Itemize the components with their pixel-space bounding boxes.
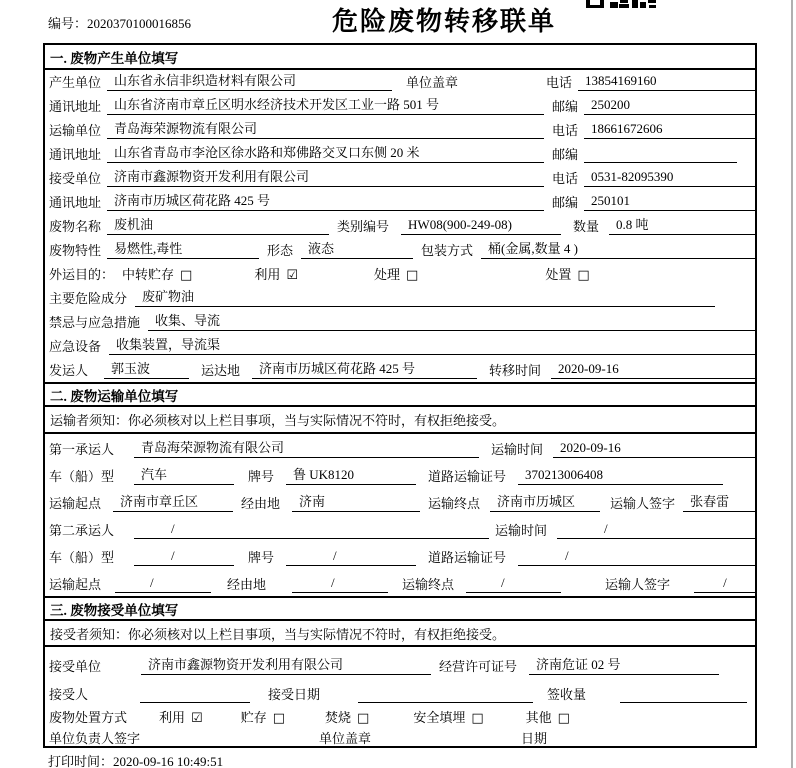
- road-permit-value: /: [518, 548, 755, 566]
- row-vehicle2: [45, 542, 755, 569]
- transport-date-value: 2020-09-16: [553, 440, 755, 458]
- checkbox-unchecked-icon: □: [557, 711, 570, 726]
- vehicle-type-label: 车（船）型: [49, 550, 115, 565]
- dispose-label: 处置: [545, 267, 572, 282]
- form-state-label: 形态: [267, 243, 294, 258]
- responsible-signature-label: 单位负责人签字: [49, 731, 141, 746]
- utilize-label: 利用: [254, 267, 281, 282]
- vehicle-type-label: 车（船）型: [49, 469, 115, 484]
- first-carrier-label: 第一承运人: [49, 442, 115, 457]
- checkbox-unchecked-icon: □: [406, 268, 419, 283]
- postcode-label: 邮编: [552, 147, 579, 162]
- generator-unit-value: 山东省永信非织造材料有限公司: [107, 70, 392, 91]
- terminus-value: /: [466, 575, 561, 593]
- received-amount-label: 签收量: [547, 687, 587, 702]
- serial-label: 编号：: [48, 16, 88, 31]
- carrier-signature-value: 张春雷: [683, 491, 755, 512]
- print-time-value: 2020-09-16 10:49:51: [113, 754, 224, 768]
- postcode-label: 邮编: [552, 195, 579, 210]
- road-permit-value: 370213006408: [518, 467, 723, 485]
- license-number-label: 经营许可证号: [439, 659, 518, 674]
- address-value: 济南市历城区荷花路 425 号: [107, 190, 544, 211]
- via-value: 济南: [292, 491, 420, 512]
- transporter-notice: 运输者须知：你必须核对以上栏目事项，当与实际情况不符时，有权拒绝接受。: [45, 407, 755, 434]
- origin-value: 济南市章丘区: [113, 491, 233, 512]
- quantity-label: 数量: [573, 219, 600, 234]
- qr-code-icon: [586, 0, 656, 8]
- emergency-measures-label: 禁忌与应急措施: [49, 315, 141, 330]
- date-label: 日期: [521, 731, 548, 746]
- via-value: /: [292, 575, 388, 593]
- road-permit-label: 道路运输证号: [428, 550, 507, 565]
- receiver-person-value: [140, 688, 250, 703]
- second-carrier-value: /: [134, 521, 489, 539]
- date-value: [557, 732, 752, 747]
- transport-date-value: /: [557, 521, 755, 539]
- phone-value: 13854169160: [578, 73, 755, 91]
- phone-label: 电话: [552, 123, 579, 138]
- row-receiver-person: [45, 678, 755, 706]
- phone-label: 电话: [546, 75, 573, 90]
- transfer-date-label: 转移时间: [489, 363, 542, 378]
- waste-name-label: 废物名称: [49, 219, 102, 234]
- section1-header: 一. 废物产生单位填写: [45, 45, 755, 70]
- terminus-label: 运输终点: [402, 577, 455, 592]
- transport-date-label: 运输时间: [495, 523, 548, 538]
- row-first-carrier: [45, 434, 755, 461]
- row-second-carrier: [45, 515, 755, 542]
- postcode-value: [584, 148, 737, 163]
- consignor-label: 发运人: [49, 363, 89, 378]
- vehicle-type-value: /: [134, 548, 234, 566]
- postcode-label: 邮编: [552, 99, 579, 114]
- checkbox-checked-icon: ☑: [191, 711, 203, 726]
- receive-date-value: [358, 688, 533, 703]
- unit-seal-label: 单位盖章: [319, 731, 372, 746]
- packing-method-label: 包装方式: [421, 243, 474, 258]
- treat-label: 处理: [374, 267, 401, 282]
- waste-property-value: 易燃性,毒性: [107, 238, 259, 259]
- transporter-unit-value: 青岛海荣源物流有限公司: [107, 118, 544, 139]
- row-route2: [45, 569, 755, 596]
- carrier-signature-value: /: [694, 575, 755, 593]
- checkbox-unchecked-icon: □: [357, 711, 370, 726]
- row-emergency-measures: [45, 310, 755, 334]
- phone-label: 电话: [552, 171, 579, 186]
- vehicle-type-value: 汽车: [134, 464, 234, 485]
- responsible-signature-value: [200, 732, 305, 747]
- row-waste-property: [45, 238, 755, 262]
- serial-value: 2020370100016856: [87, 16, 192, 31]
- destination-label: 运达地: [201, 363, 241, 378]
- address-value: 山东省济南市章丘区明水经济技术开发区工业一路 501 号: [107, 94, 544, 115]
- print-time-label: 打印时间：: [48, 754, 114, 768]
- row-receive-unit: [45, 647, 755, 678]
- origin-value: /: [115, 575, 211, 593]
- emergency-equipment-label: 应急设备: [49, 339, 102, 354]
- receiver-unit-label: 接受单位: [49, 171, 102, 186]
- checkbox-unchecked-icon: □: [577, 268, 590, 283]
- row-consignor: [45, 358, 755, 382]
- postcode-value: 250200: [584, 97, 755, 115]
- plate-number-label: 牌号: [248, 469, 275, 484]
- origin-label: 运输起点: [49, 577, 102, 592]
- postcode-value: 250101: [584, 193, 755, 211]
- utilize-label: 利用: [159, 710, 186, 725]
- emergency-equipment-value: 收集装置，导流渠: [109, 334, 755, 355]
- page-edge-divider: [791, 0, 793, 768]
- section2-header: 二. 废物运输单位填写: [45, 382, 755, 407]
- manifest-table: [43, 43, 757, 748]
- plate-number-value: /: [286, 548, 416, 566]
- generator-unit-label: 产生单位: [49, 75, 102, 90]
- form-state-value: 液态: [301, 238, 413, 259]
- via-label: 经由地: [241, 496, 281, 511]
- row-transporter-address: [45, 142, 755, 166]
- receiver-unit-value: 济南市鑫源物资开发利用有限公司: [107, 166, 544, 187]
- row-emergency-equipment: [45, 334, 755, 358]
- transport-date-label: 运输时间: [491, 442, 544, 457]
- main-hazard-label: 主要危险成分: [49, 291, 128, 306]
- row-responsible-signature: [45, 729, 755, 750]
- quantity-value: 0.8 吨: [609, 214, 755, 235]
- phone-value: 18661672606: [584, 121, 755, 139]
- carrier-signature-label: 运输人签字: [605, 577, 671, 592]
- receive-date-label: 接受日期: [268, 687, 321, 702]
- company-seal-label: 单位盖章: [406, 75, 459, 90]
- checkbox-checked-icon: ☑: [286, 268, 298, 283]
- emergency-measures-value: 收集、导流: [148, 310, 755, 331]
- other-label: 其他: [525, 710, 552, 725]
- terminus-value: 济南市历城区: [490, 491, 600, 512]
- checkbox-unchecked-icon: □: [471, 711, 484, 726]
- consignor-value: 郭玉波: [104, 358, 189, 379]
- address-value: 山东省青岛市李沧区徐水路和郑佛路交叉口东侧 20 米: [107, 142, 544, 163]
- row-transporter-unit: [45, 118, 755, 142]
- transfer-date-value: 2020-09-16: [551, 361, 755, 379]
- section3-header: 三. 废物接受单位填写: [45, 596, 755, 621]
- address-label: 通讯地址: [49, 147, 102, 162]
- carrier-signature-label: 运输人签字: [610, 496, 676, 511]
- row-transfer-purpose: [45, 262, 755, 286]
- receiver-person-label: 接受人: [49, 687, 89, 702]
- receiver-unit-label: 接受单位: [49, 659, 102, 674]
- row-disposal-method: [45, 706, 755, 729]
- row-receiver-unit: [45, 166, 755, 190]
- row-vehicle1: [45, 461, 755, 488]
- plate-number-label: 牌号: [248, 550, 275, 565]
- license-number-value: 济南危证 02 号: [529, 654, 719, 675]
- road-permit-label: 道路运输证号: [428, 469, 507, 484]
- storage-label: 贮存: [240, 710, 267, 725]
- category-code-label: 类别编号: [337, 219, 390, 234]
- waste-name-value: 废机油: [107, 214, 329, 235]
- packing-method-value: 桶(金属,数量 4 ): [481, 238, 755, 259]
- row-waste-name: [45, 214, 755, 238]
- row-receiver-address: [45, 190, 755, 214]
- received-amount-value: [620, 688, 747, 703]
- checkbox-unchecked-icon: □: [272, 711, 285, 726]
- second-carrier-label: 第二承运人: [49, 523, 115, 538]
- incinerate-label: 焚烧: [325, 710, 352, 725]
- transfer-purpose-label: 外运目的：: [49, 267, 115, 282]
- row-main-hazard: [45, 286, 755, 310]
- row-generator-address: [45, 94, 755, 118]
- disposal-method-label: 废物处置方式: [49, 710, 128, 725]
- destination-value: 济南市历城区荷花路 425 号: [252, 358, 477, 379]
- transit-storage-label: 中转贮存: [122, 267, 175, 282]
- print-time-line: [48, 751, 223, 768]
- phone-value: 0531-82095390: [584, 169, 755, 187]
- plate-number-value: 鲁 UK8120: [286, 464, 416, 485]
- row-route1: [45, 488, 755, 515]
- via-label: 经由地: [227, 577, 267, 592]
- checkbox-unchecked-icon: □: [180, 268, 193, 283]
- page-title: 危险废物转移联单: [331, 7, 556, 36]
- waste-property-label: 废物特性: [49, 243, 102, 258]
- category-code-value: HW08(900-249-08): [401, 217, 561, 235]
- terminus-label: 运输终点: [428, 496, 481, 511]
- row-generator-unit: [45, 70, 755, 94]
- landfill-label: 安全填埋: [413, 710, 466, 725]
- address-label: 通讯地址: [49, 195, 102, 210]
- address-label: 通讯地址: [49, 99, 102, 114]
- origin-label: 运输起点: [49, 496, 102, 511]
- receiver-unit-value: 济南市鑫源物资开发利用有限公司: [141, 654, 431, 675]
- first-carrier-value: 青岛海荣源物流有限公司: [134, 437, 479, 458]
- main-hazard-value: 废矿物油: [135, 286, 715, 307]
- receiver-notice: 接受者须知：你必须核对以上栏目事项，当与实际情况不符时，有权拒绝接受。: [45, 621, 755, 647]
- transporter-unit-label: 运输单位: [49, 123, 102, 138]
